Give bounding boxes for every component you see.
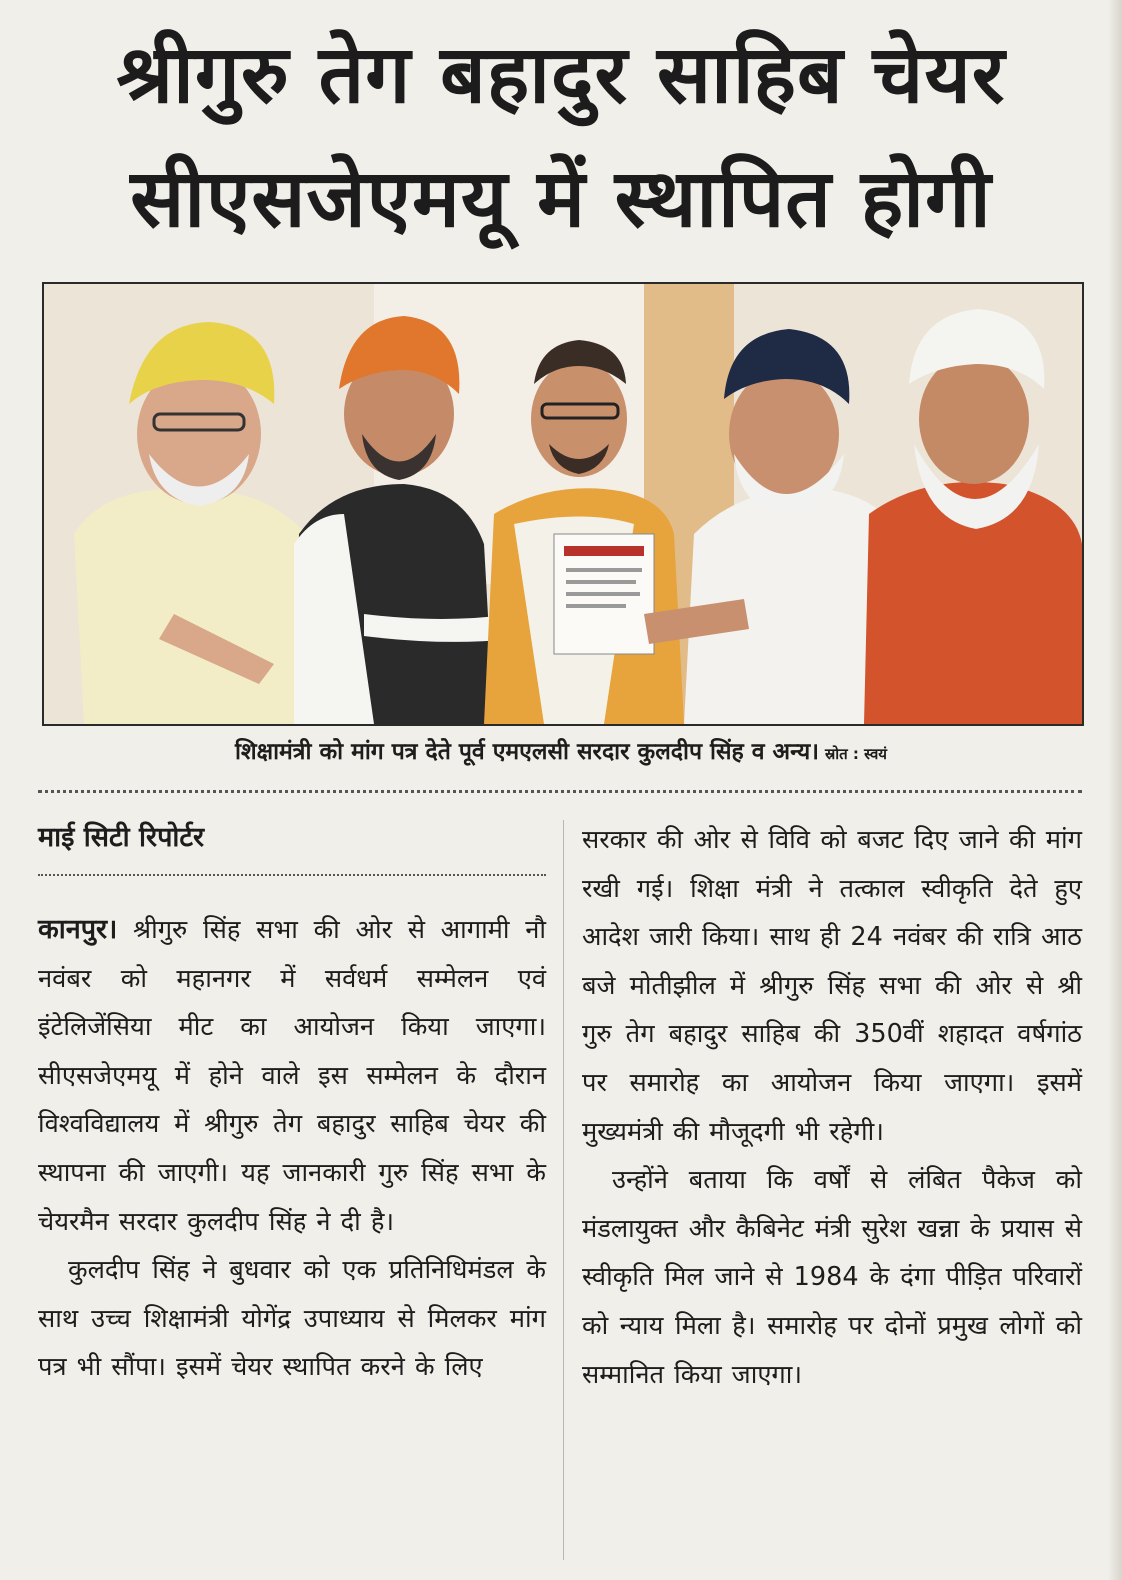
article-paragraph — [38, 906, 546, 1246]
byline-divider — [38, 874, 546, 876]
article-paragraph: कुलदीप सिंह ने बुधवार को एक प्रतिनिधिमंडल के साथ उच्च शिक्षामंत्री योगेंद्र उपाध्याय से मिलकर मांग पत्र भी सौंपा। इसमें चेयर स्थापित करने के लिए — [38, 1255, 546, 1383]
caption-text: शिक्षामंत्री को मांग पत्र देते पूर्व एमएलसी सरदार कुलदीप सिंह व अन्य। — [234, 739, 819, 765]
paragraph-text: श्रीगुरु सिंह सभा की ओर से आगामी नौ नवंबर को महानगर में सर्वधर्म सम्मेलन एवं इंटेलिजेंसिया मीट का आयोजन किया जाएगा। सीएसजेएमयू में होने वाले इस सम्मेलन के दौरान विश्वविद्यालय में श्रीगुरु तेग बहादुर साहिब चेयर की स्थापना की जाएगी। यह जानकारी गुरु सिंह सभा के चेयरमैन सरदार कुलदीप सिंह ने दी है। — [38, 915, 546, 1237]
section-divider — [38, 790, 1082, 793]
article-paragraph: सरकार की ओर से विवि को बजट दिए जाने की मांग रखी गई। शिक्षा मंत्री ने तत्काल स्वीकृति देते हुए आदेश जारी किया। साथ ही 24 नवंबर की रात्रि आठ बजे मोतीझील में श्रीगुरु सिंह सभा की ओर से श्री गुरु तेग बहादुर साहिब की 350वीं शहादत वर्षगांठ पर समारोह का आयोजन किया जाएगा। इसमें मुख्यमंत्री की मौजूदगी भी रहेगी। — [582, 825, 1082, 1147]
photo-caption — [42, 736, 1080, 770]
article-column-left — [38, 906, 546, 1392]
photo-credit: स्रोत : स्वयं — [824, 745, 888, 763]
headline-line-1: श्रीगुरु तेग बहादुर साहिब चेयर — [116, 28, 1006, 121]
article-paragraph: उन्होंने बताया कि वर्षों से लंबित पैकेज को मंडलायुक्त और कैबिनेट मंत्री सुरेश खन्ना के प्रयास से स्वीकृति मिल जाने से 1984 के दंगा पीड़ित परिवारों को न्याय मिला है। समारोह पर दोनों प्रमुख लोगों को सम्मानित किया जाएगा। — [582, 1165, 1082, 1390]
memorandum-document — [554, 534, 654, 654]
page-edge — [1108, 0, 1122, 1580]
photo-illustration — [44, 284, 1082, 724]
dateline: कानपुर। — [38, 914, 118, 945]
column-divider — [563, 820, 564, 1560]
headline-line-2: सीएसजेएमयू में स्थापित होगी — [130, 152, 992, 245]
article-column-right — [582, 816, 1082, 1399]
byline: माई सिटी रिपोर्टर — [38, 822, 205, 853]
news-photo — [42, 282, 1084, 726]
